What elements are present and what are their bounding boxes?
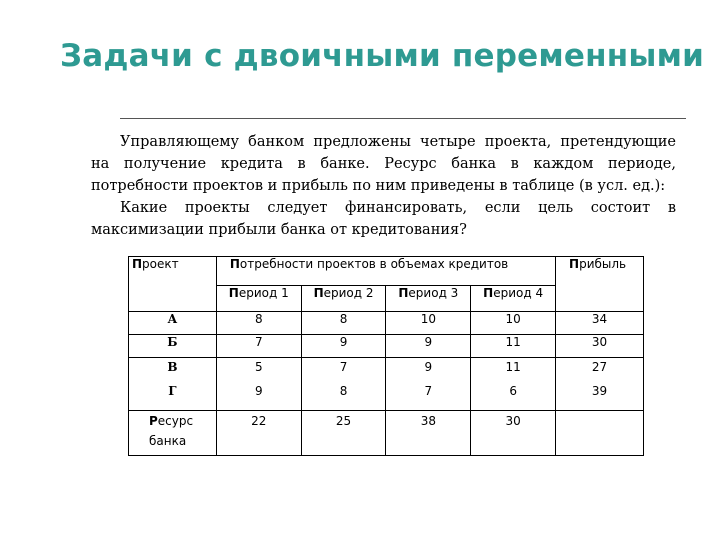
resource-cell: 30 [471, 411, 556, 456]
project-name: Б [129, 335, 217, 358]
period-header: Период 3 [386, 286, 471, 312]
project-name-cell [129, 358, 217, 411]
project-name: А [129, 312, 217, 335]
table-cell: 10 [471, 312, 556, 335]
table-cell [216, 358, 301, 411]
period-header: Период 1 [216, 286, 301, 312]
table-row [129, 312, 644, 335]
resource-label-line1: Ресурс [149, 414, 194, 429]
profit-cell: 30 [556, 335, 644, 358]
resource-label [129, 411, 217, 456]
resource-label-line2: банка [149, 434, 187, 449]
resource-row [129, 411, 644, 456]
period-header: Период 2 [301, 286, 386, 312]
table-value: 7 [339, 360, 348, 374]
resource-empty-cell [556, 411, 644, 456]
profit-value: 27 [591, 360, 608, 374]
profit-cell: 34 [556, 312, 644, 335]
table-cell: 8 [301, 312, 386, 335]
question-paragraph: Какие проекты следует финансировать, если цель состоит в максимизации прибыли банка от кредитования? [91, 200, 676, 238]
table-cell: 10 [386, 312, 471, 335]
table-cell: 11 [471, 335, 556, 358]
table-value: 11 [505, 360, 521, 374]
table-value: 6 [509, 384, 517, 398]
table-cell: 9 [301, 335, 386, 358]
table-row [129, 335, 644, 358]
project-name: Г [168, 384, 177, 398]
header-needs: Потребности проектов в объемах кредитов [216, 257, 555, 286]
header-profit: Прибыль [556, 257, 644, 312]
resource-cell: 22 [216, 411, 301, 456]
table-row [129, 358, 644, 411]
table-cell: 7 [216, 335, 301, 358]
header-project: Проект [129, 257, 217, 312]
table-cell [386, 358, 471, 411]
table-value: 7 [424, 384, 433, 398]
projects-table [128, 256, 644, 456]
table-cell [301, 358, 386, 411]
slide-title: Задачи с двоичными переменными [60, 38, 705, 74]
profit-cell [556, 358, 644, 411]
table-cell [471, 358, 556, 411]
problem-paragraph: Управляющему банком предложены четыре проекта, претендующие на получение кредита в банке. Ресурс банка в каждом периоде, потребности проектов и прибыль по ним приведены в таблице (в усл. ед.): [91, 134, 676, 194]
table-value: 8 [339, 384, 348, 398]
table-header-row [129, 257, 644, 286]
table-value: 9 [254, 384, 263, 398]
resource-cell: 25 [301, 411, 386, 456]
table-value: 5 [254, 360, 263, 374]
table-cell: 9 [386, 335, 471, 358]
project-name: В [167, 360, 178, 374]
table-cell: 8 [216, 312, 301, 335]
divider-line [120, 118, 686, 119]
profit-value: 39 [591, 384, 608, 398]
table-value: 9 [424, 360, 433, 374]
resource-cell: 38 [386, 411, 471, 456]
period-header: Период 4 [471, 286, 556, 312]
